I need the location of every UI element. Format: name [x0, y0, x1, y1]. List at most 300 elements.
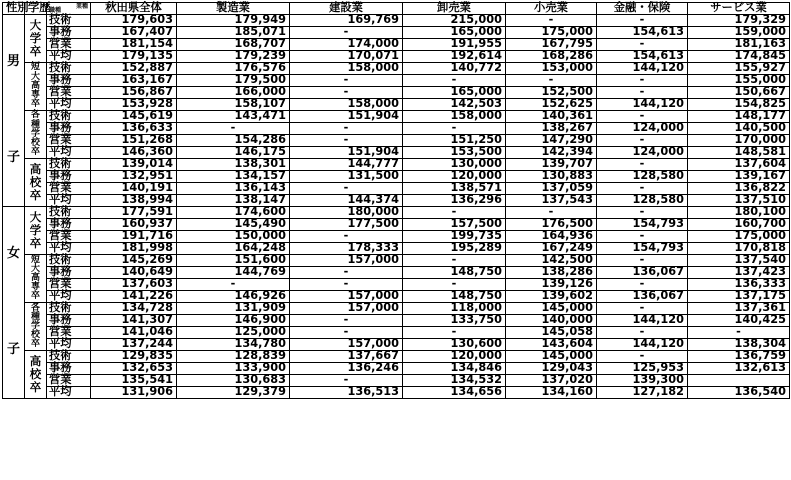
wage-cell: 174,000 [290, 38, 403, 50]
education-label-char: 短 [30, 254, 40, 265]
wage-cell: 179,135 [91, 50, 177, 62]
wage-cell: 144,120 [597, 98, 688, 110]
wage-cell: 130,883 [506, 171, 597, 183]
wage-cell: 157,000 [290, 339, 403, 351]
wage-cell: 124,000 [597, 147, 688, 159]
wage-cell: 139,126 [506, 279, 597, 291]
wage-cell: - [597, 86, 688, 98]
wage-cell: 153,928 [91, 98, 177, 110]
education-label-char: 専 [30, 282, 40, 293]
wage-cell: 164,936 [506, 231, 597, 243]
wage-cell: 128,839 [177, 351, 290, 363]
wage-cell: - [177, 123, 290, 135]
wage-table [2, 2, 790, 399]
table-row [3, 219, 790, 231]
wage-cell: 132,653 [91, 363, 177, 375]
wage-cell: 154,793 [597, 219, 688, 231]
wage-cell: 144,374 [290, 195, 403, 207]
wage-cell: 169,769 [290, 14, 403, 26]
education-label-char: 校 [29, 175, 42, 190]
wage-cell: - [403, 327, 506, 339]
wage-cell: 159,000 [688, 26, 790, 38]
wage-cell: - [290, 86, 403, 98]
wage-cell: 170,071 [290, 50, 403, 62]
job-type-cell: 事務 [47, 219, 91, 231]
wage-cell: 120,000 [403, 351, 506, 363]
wage-cell: 124,000 [597, 123, 688, 135]
education-label-cell [25, 62, 47, 110]
wage-cell: - [506, 14, 597, 26]
wage-cell: 138,147 [177, 195, 290, 207]
wage-cell: 157,000 [290, 254, 403, 266]
wage-cell: 136,540 [688, 387, 790, 399]
wage-cell: 152,500 [506, 86, 597, 98]
wage-cell: 140,361 [506, 110, 597, 122]
job-type-cell: 営業 [47, 86, 91, 98]
job-type-cell: 技術 [47, 303, 91, 315]
wage-cell: 134,157 [177, 171, 290, 183]
wage-cell: 120,000 [403, 171, 506, 183]
wage-cell: 147,290 [506, 135, 597, 147]
education-label-char: 高 [30, 80, 40, 91]
wage-cell: 157,000 [290, 291, 403, 303]
wage-cell: 152,625 [506, 98, 597, 110]
wage-cell: 180,000 [290, 207, 403, 219]
wage-cell: 137,244 [91, 339, 177, 351]
wage-cell: 129,379 [177, 387, 290, 399]
wage-cell: 160,937 [91, 219, 177, 231]
wage-cell: - [403, 207, 506, 219]
wage-cell: 136,633 [91, 123, 177, 135]
wage-cell: 134,532 [403, 375, 506, 387]
wage-cell: 138,267 [506, 123, 597, 135]
wage-cell: 135,541 [91, 375, 177, 387]
education-label-char: 高 [30, 272, 40, 283]
education-label-char: 卒 [30, 99, 40, 110]
wage-cell: 143,604 [506, 339, 597, 351]
wage-cell: 148,750 [403, 291, 506, 303]
wage-cell: 151,268 [91, 135, 177, 147]
column-header-finance: 金融・保険 [597, 3, 688, 15]
wage-cell: 174,600 [177, 207, 290, 219]
wage-cell: 140,649 [91, 267, 177, 279]
wage-cell: 131,909 [177, 303, 290, 315]
wage-cell: 153,500 [403, 147, 506, 159]
wage-cell: - [597, 327, 688, 339]
education-label-char: 卒 [29, 380, 42, 395]
job-type-cell: 技術 [47, 207, 91, 219]
wage-cell: 138,301 [177, 159, 290, 171]
job-type-cell: 技術 [47, 14, 91, 26]
education-label-char: 校 [29, 367, 42, 382]
job-type-cell: 事務 [47, 171, 91, 183]
wage-cell: 137,603 [91, 279, 177, 291]
table-row [3, 75, 790, 87]
job-type-cell: 営業 [47, 183, 91, 195]
wage-cell: 142,500 [506, 254, 597, 266]
wage-cell: 144,769 [177, 267, 290, 279]
wage-cell: - [290, 327, 403, 339]
table-row [3, 123, 790, 135]
job-type-cell: 営業 [47, 327, 91, 339]
sex-column-header: 性別 [3, 3, 25, 15]
sex-label-char: 男 [6, 54, 20, 70]
wage-cell: - [597, 279, 688, 291]
wage-cell: - [177, 279, 290, 291]
wage-cell: - [403, 254, 506, 266]
wage-cell: 144,777 [290, 159, 403, 171]
job-type-cell: 事務 [47, 26, 91, 38]
wage-cell: 157,500 [403, 219, 506, 231]
wage-cell: 148,750 [403, 267, 506, 279]
wage-cell: 175,000 [506, 26, 597, 38]
wage-cell: 125,000 [177, 327, 290, 339]
education-label-char: 卒 [29, 43, 42, 58]
wage-cell: 176,576 [177, 62, 290, 74]
wage-cell: 166,000 [177, 86, 290, 98]
wage-cell: 142,503 [403, 98, 506, 110]
wage-cell: 158,000 [290, 98, 403, 110]
job-type-cell: 事務 [47, 75, 91, 87]
wage-cell: 129,043 [506, 363, 597, 375]
wage-cell: 146,926 [177, 291, 290, 303]
wage-cell: 179,949 [177, 14, 290, 26]
wage-cell: 152,887 [91, 62, 177, 74]
wage-cell: 137,540 [688, 254, 790, 266]
wage-cell: 136,143 [177, 183, 290, 195]
wage-cell: - [597, 351, 688, 363]
wage-cell: 136,246 [290, 363, 403, 375]
wage-cell: 134,656 [403, 387, 506, 399]
wage-cell: 160,700 [688, 219, 790, 231]
column-header-all: 秋田県全体 [91, 3, 177, 15]
wage-cell: - [597, 231, 688, 243]
wage-cell: 168,286 [506, 50, 597, 62]
wage-cell: 170,000 [688, 135, 790, 147]
wage-cell: 136,067 [597, 291, 688, 303]
wage-cell: 138,994 [91, 195, 177, 207]
wage-cell: 142,394 [506, 147, 597, 159]
wage-cell: 181,998 [91, 243, 177, 255]
sex-label-char: 子 [6, 342, 20, 358]
education-label-cell [25, 110, 47, 158]
wage-cell: 136,333 [688, 279, 790, 291]
wage-cell: 137,667 [290, 351, 403, 363]
wage-cell: - [290, 279, 403, 291]
wage-cell: - [290, 231, 403, 243]
wage-cell: - [290, 267, 403, 279]
job-type-cell: 平均 [47, 291, 91, 303]
education-label-char: 短 [30, 62, 40, 73]
wage-cell: 137,543 [506, 195, 597, 207]
wage-cell: 151,600 [177, 254, 290, 266]
education-label-char: 大 [30, 263, 40, 274]
wage-cell: 145,490 [177, 219, 290, 231]
sex-label-char: 女 [6, 246, 20, 262]
wage-cell: 137,361 [688, 303, 790, 315]
job-type-cell: 営業 [47, 38, 91, 50]
wage-cell: 154,286 [177, 135, 290, 147]
wage-cell: - [597, 303, 688, 315]
wage-cell: 138,571 [403, 183, 506, 195]
wage-cell: 125,953 [597, 363, 688, 375]
wage-cell: 129,835 [91, 351, 177, 363]
job-type-cell: 事務 [47, 267, 91, 279]
job-type-cell: 技術 [47, 110, 91, 122]
education-label-char: 専 [30, 89, 40, 100]
wage-cell: 136,759 [688, 351, 790, 363]
wage-cell: 155,927 [688, 62, 790, 74]
wage-cell: - [290, 183, 403, 195]
wage-cell: 167,795 [506, 38, 597, 50]
education-label-char: 卒 [29, 188, 42, 203]
wage-cell: - [597, 14, 688, 26]
sex-label-cell [3, 207, 25, 399]
column-header-services: サービス業 [688, 3, 790, 15]
column-header-manufacturing: 製造業 [177, 3, 290, 15]
wage-cell: 136,513 [290, 387, 403, 399]
education-label-cell [25, 159, 47, 207]
wage-cell: 145,619 [91, 110, 177, 122]
wage-cell: 163,167 [91, 75, 177, 87]
wage-cell: - [290, 26, 403, 38]
wage-cell: 155,000 [688, 75, 790, 87]
wage-cell: - [506, 75, 597, 87]
wage-cell: - [403, 75, 506, 87]
wage-cell: - [597, 159, 688, 171]
wage-cell: 185,071 [177, 26, 290, 38]
column-header-construction: 建設業 [290, 3, 403, 15]
job-type-cell: 技術 [47, 62, 91, 74]
education-label-char: 各 [30, 302, 40, 313]
wage-cell: - [290, 135, 403, 147]
education-label-char: 学 [29, 223, 42, 238]
wage-cell: 195,289 [403, 243, 506, 255]
education-label-char: 校 [30, 330, 40, 341]
wage-cell: 132,951 [91, 171, 177, 183]
wage-cell: 139,167 [688, 171, 790, 183]
wage-cell: 151,250 [403, 135, 506, 147]
job-type-cell: 営業 [47, 279, 91, 291]
wage-cell: 134,846 [403, 363, 506, 375]
wage-cell: 191,955 [403, 38, 506, 50]
wage-cell: 136,296 [403, 195, 506, 207]
wage-cell: 136,822 [688, 183, 790, 195]
education-label-char: 大 [29, 17, 42, 32]
education-label-char: 校 [30, 138, 40, 149]
education-label-char: 高 [29, 162, 42, 177]
wage-cell: - [290, 75, 403, 87]
wage-cell: 139,014 [91, 159, 177, 171]
wage-cell: 215,000 [403, 14, 506, 26]
wage-cell: 141,307 [91, 315, 177, 327]
corner-industry-label: 業種 [75, 3, 88, 10]
wage-cell: - [597, 207, 688, 219]
job-type-cell: 事務 [47, 363, 91, 375]
job-type-cell: 営業 [47, 135, 91, 147]
wage-cell: 165,000 [403, 86, 506, 98]
wage-cell: 137,423 [688, 267, 790, 279]
education-label-char: 種 [30, 119, 40, 130]
wage-cell: 134,728 [91, 303, 177, 315]
table-row [3, 387, 790, 399]
wage-cell: 174,845 [688, 50, 790, 62]
industry-job-corner-header [47, 3, 91, 15]
wage-cell: - [688, 327, 790, 339]
wage-cell: 158,000 [290, 62, 403, 74]
wage-cell: 144,120 [597, 339, 688, 351]
wage-cell: 137,059 [506, 183, 597, 195]
wage-cell: 132,613 [688, 363, 790, 375]
wage-cell: 151,904 [290, 110, 403, 122]
wage-cell: 156,867 [91, 86, 177, 98]
wage-cell: 133,750 [403, 315, 506, 327]
wage-cell: 154,793 [597, 243, 688, 255]
job-type-cell: 平均 [47, 147, 91, 159]
wage-cell: 128,580 [597, 195, 688, 207]
job-type-cell: 平均 [47, 387, 91, 399]
wage-cell: 140,000 [506, 315, 597, 327]
table-body [3, 14, 790, 398]
wage-cell: - [597, 254, 688, 266]
corner-job-label: 職種 [49, 6, 62, 14]
wage-cell: 158,000 [403, 110, 506, 122]
education-label-char: 卒 [30, 147, 40, 158]
wage-cell: 141,226 [91, 291, 177, 303]
job-type-cell: 技術 [47, 159, 91, 171]
wage-cell: 138,304 [688, 339, 790, 351]
wage-cell: 154,613 [597, 26, 688, 38]
wage-cell: 145,269 [91, 254, 177, 266]
education-column-header: 学歴 [25, 3, 47, 15]
wage-cell: 140,772 [403, 62, 506, 74]
wage-cell: - [597, 135, 688, 147]
education-label-char: 高 [29, 354, 42, 369]
table-row [3, 315, 790, 327]
wage-cell: 167,249 [506, 243, 597, 255]
wage-cell: - [597, 75, 688, 87]
wage-cell: 137,510 [688, 195, 790, 207]
wage-cell: - [403, 279, 506, 291]
wage-cell: - [506, 207, 597, 219]
wage-cell: 151,904 [290, 147, 403, 159]
wage-cell: 179,329 [688, 14, 790, 26]
wage-cell: 146,900 [177, 315, 290, 327]
wage-cell: 128,580 [597, 171, 688, 183]
wage-cell: 154,613 [597, 50, 688, 62]
wage-cell: 181,154 [91, 38, 177, 50]
wage-cell: 150,667 [688, 86, 790, 98]
wage-cell: - [403, 123, 506, 135]
wage-cell: - [290, 123, 403, 135]
job-type-cell: 平均 [47, 243, 91, 255]
wage-cell: 177,500 [290, 219, 403, 231]
job-type-cell: 事務 [47, 315, 91, 327]
education-label-cell [25, 207, 47, 255]
wage-cell: 154,825 [688, 98, 790, 110]
wage-cell: 137,604 [688, 159, 790, 171]
wage-cell: 192,614 [403, 50, 506, 62]
wage-cell: 178,333 [290, 243, 403, 255]
job-type-cell: 営業 [47, 375, 91, 387]
job-type-cell: 事務 [47, 123, 91, 135]
wage-cell: 167,407 [91, 26, 177, 38]
wage-cell: 145,058 [506, 327, 597, 339]
wage-cell: 176,500 [506, 219, 597, 231]
job-type-cell: 技術 [47, 254, 91, 266]
wage-cell: 140,425 [688, 315, 790, 327]
education-label-char: 各 [30, 110, 40, 121]
wage-cell: 130,000 [403, 159, 506, 171]
wage-cell: 134,160 [506, 387, 597, 399]
wage-cell: 146,175 [177, 147, 290, 159]
wage-cell: 181,163 [688, 38, 790, 50]
education-label-char: 大 [29, 210, 42, 225]
wage-cell: 137,175 [688, 291, 790, 303]
job-type-cell: 平均 [47, 195, 91, 207]
job-type-cell: 技術 [47, 351, 91, 363]
wage-cell: 141,046 [91, 327, 177, 339]
education-label-cell [25, 14, 47, 62]
education-label-cell [25, 254, 47, 302]
education-label-cell [25, 351, 47, 399]
wage-cell: 157,000 [290, 303, 403, 315]
wage-cell: 140,191 [91, 183, 177, 195]
column-header-retail: 小売業 [506, 3, 597, 15]
wage-cell: 148,581 [688, 147, 790, 159]
wage-cell: 145,000 [506, 351, 597, 363]
education-label-char: 学 [30, 128, 40, 139]
wage-cell: 134,780 [177, 339, 290, 351]
wage-cell: 143,471 [177, 110, 290, 122]
wage-cell: 118,000 [403, 303, 506, 315]
wage-cell: 164,248 [177, 243, 290, 255]
wage-cell: 175,000 [688, 231, 790, 243]
wage-cell: 139,602 [506, 291, 597, 303]
wage-cell: 139,707 [506, 159, 597, 171]
wage-cell: - [597, 38, 688, 50]
column-header-wholesale: 卸売業 [403, 3, 506, 15]
job-type-cell: 平均 [47, 98, 91, 110]
wage-cell: 137,020 [506, 375, 597, 387]
table-row [3, 171, 790, 183]
wage-cell: 130,600 [403, 339, 506, 351]
wage-cell: 158,107 [177, 98, 290, 110]
wage-cell: 133,900 [177, 363, 290, 375]
wage-cell: 191,716 [91, 231, 177, 243]
wage-cell: 127,182 [597, 387, 688, 399]
wage-cell: 168,707 [177, 38, 290, 50]
wage-cell: 177,591 [91, 207, 177, 219]
table-row [3, 62, 790, 74]
wage-cell: 179,500 [177, 75, 290, 87]
wage-cell: 144,120 [597, 315, 688, 327]
education-label-char: 卒 [30, 339, 40, 350]
job-type-cell: 平均 [47, 50, 91, 62]
wage-cell: 131,906 [91, 387, 177, 399]
wage-cell: - [290, 315, 403, 327]
wage-cell: 153,000 [506, 62, 597, 74]
education-label-char: 大 [30, 71, 40, 82]
wage-cell: 179,603 [91, 14, 177, 26]
education-label-char: 卒 [29, 236, 42, 251]
education-label-cell [25, 303, 47, 351]
wage-cell: 140,500 [688, 123, 790, 135]
education-label-char: 種 [30, 311, 40, 322]
sex-label-cell [3, 14, 25, 206]
wage-cell: 131,500 [290, 171, 403, 183]
wage-cell: 179,239 [177, 50, 290, 62]
